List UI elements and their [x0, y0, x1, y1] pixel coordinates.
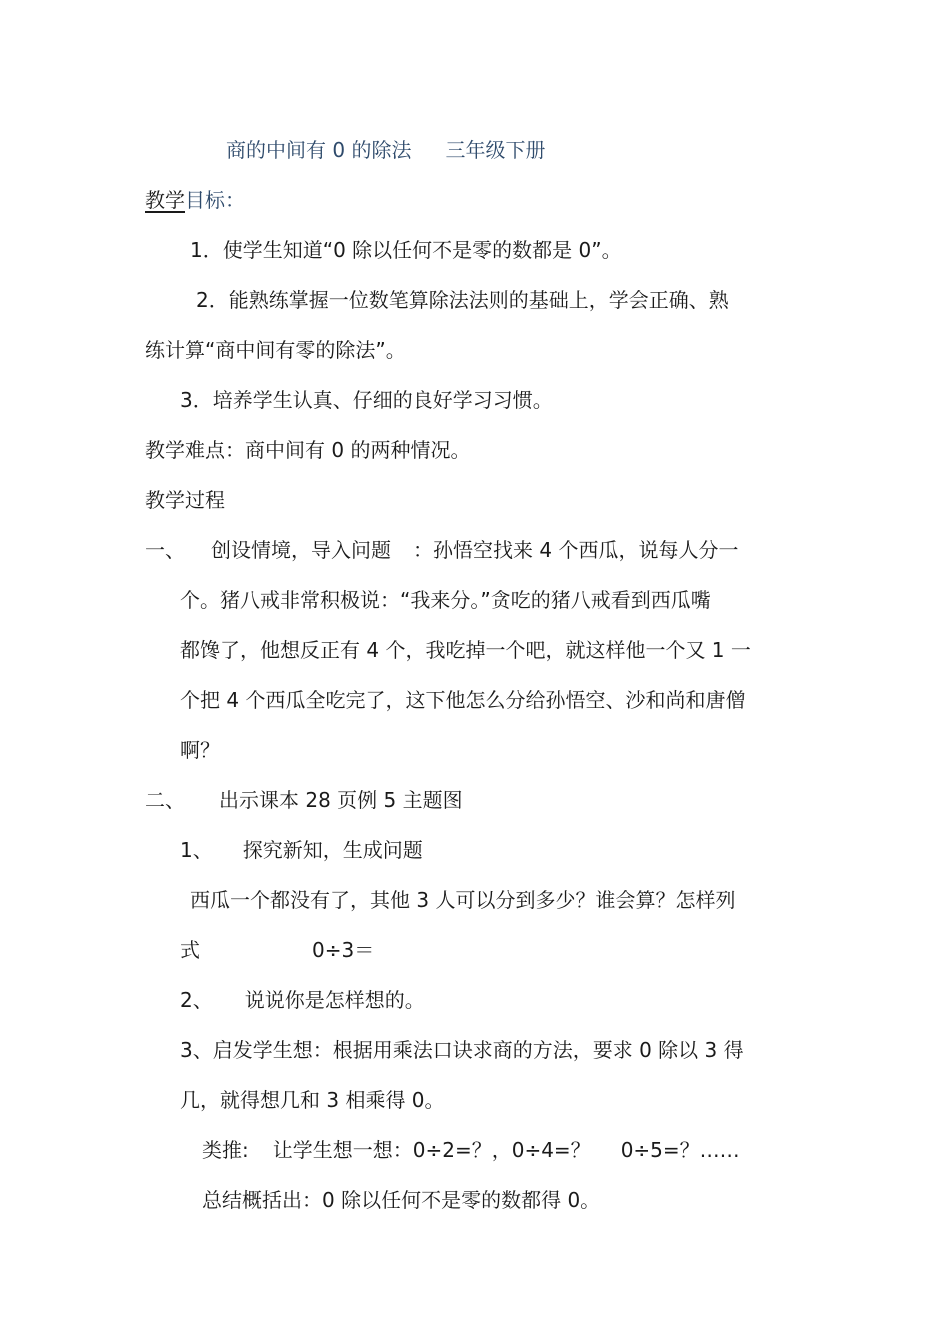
step-1-line-2-word: 式 — [180, 938, 200, 962]
analogy-label: 类推: — [202, 1138, 249, 1162]
section-1-text: ：孙悟空找来 4 个西瓜，说每人分一 — [413, 538, 739, 562]
step-2-number: 2、 — [180, 988, 213, 1012]
title-grade: 三年级下册 — [445, 138, 546, 162]
section-1-title: 创设情境，导入问题 — [211, 538, 391, 562]
section-2-number: 二、 — [145, 788, 185, 812]
section-1-line-5: 啊？ — [180, 738, 220, 762]
section-2-title: 出示课本 28 页例 5 主题图 — [219, 788, 463, 812]
step-1-line-2 — [180, 936, 374, 964]
step-1-heading — [180, 836, 423, 864]
step-2-title: 说说你是怎样想的。 — [244, 988, 425, 1012]
analogy-text-2: 0÷5=？…… — [620, 1138, 740, 1162]
step-3-line-1: 3、启发学生想：根据用乘法口诀求商的方法，要求 0 除以 3 得 — [180, 1038, 744, 1062]
analogy-text: 让学生想一想：0÷2=？，0÷4=？ — [272, 1138, 591, 1162]
teaching-difficulty: 教学难点：商中间有 0 的两种情况。 — [145, 438, 471, 462]
title — [226, 136, 545, 164]
objective-3: 3．培养学生认真、仔细的良好学习习惯。 — [180, 388, 553, 412]
title-main: 商的中间有 0 的除法 — [226, 138, 412, 162]
section-1-line-3: 都馋了，他想反正有 4 个，我吃掉一个吧，就这样他一个又 1 一 — [180, 638, 751, 662]
step-1-number: 1、 — [180, 838, 213, 862]
section-2-heading — [145, 786, 463, 814]
step-1-line-1: 西瓜一个都没有了，其他 3 人可以分到多少？谁会算？怎样列 — [190, 888, 736, 912]
process-heading: 教学过程 — [145, 488, 225, 512]
objective-1: 1．使学生知道“0 除以任何不是零的数都是 0”。 — [190, 238, 622, 262]
objectives-heading-part2: 目标： — [185, 188, 245, 212]
step-3-line-2: 几，就得想几和 3 相乘得 0。 — [180, 1088, 445, 1112]
objective-2-line-2: 练计算“商中间有零的除法”。 — [145, 338, 406, 362]
section-1-heading — [145, 536, 738, 564]
step-1-title: 探究新知，生成问题 — [242, 838, 423, 862]
section-1-line-2: 个。猪八戒非常积极说：“我来分。”贪吃的猪八戒看到西瓜嘴 — [180, 588, 711, 612]
objectives-heading-part1: 教学 — [145, 188, 185, 212]
section-1-number: 一、 — [145, 538, 185, 562]
section-1-line-4: 个把 4 个西瓜全吃完了，这下他怎么分给孙悟空、沙和尚和唐僧 — [180, 688, 746, 712]
objectives-heading — [145, 186, 245, 214]
equation-0-div-3: 0÷3＝ — [312, 938, 375, 962]
analogy-line — [202, 1136, 740, 1164]
step-2-heading — [180, 986, 425, 1014]
summary-line: 总结概括出：0 除以任何不是零的数都得 0。 — [202, 1188, 601, 1212]
objective-2-line-1: 2．能熟练掌握一位数笔算除法法则的基础上，学会正确、熟 — [196, 288, 729, 312]
